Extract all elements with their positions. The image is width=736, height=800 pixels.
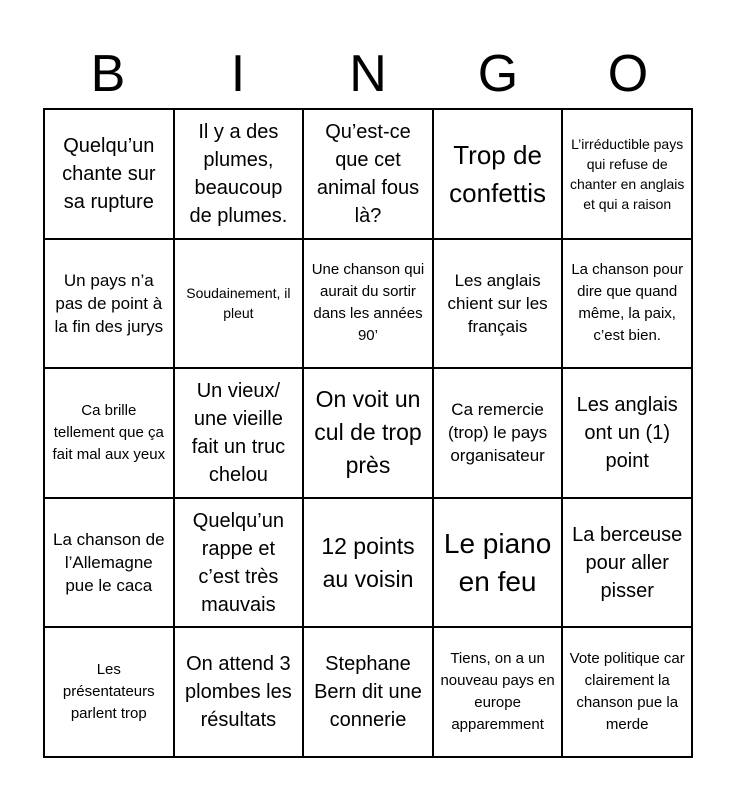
cell-text: Il y a des plumes, beaucoup de plumes. <box>189 120 288 227</box>
cell-text: Les anglais chient sur les français <box>447 270 548 336</box>
cell-text: Une chanson qui aurait du sortir dans les années 90’ <box>311 261 425 345</box>
cell-text: Tiens, on a un nouveau pays en europe apparemment <box>440 650 555 734</box>
bingo-cell[interactable] <box>303 498 433 628</box>
bingo-cell[interactable] <box>303 239 433 369</box>
cell-text: Quelqu’un rappe et c’est très mauvais <box>192 509 284 616</box>
cell-text: On attend 3 plombes les résultats <box>185 653 292 732</box>
cell-text: Les anglais ont un (1) point <box>576 393 678 472</box>
cell-text: L’irréductible pays qui refuse de chanter en anglais et qui a raison <box>569 135 685 212</box>
header-letter-o: O <box>607 45 649 103</box>
bingo-header <box>43 40 693 108</box>
bingo-cell[interactable] <box>562 239 692 369</box>
bingo-cell[interactable] <box>562 109 692 239</box>
cell-text: Un pays n’a pas de point à la fin des jurys <box>54 270 164 336</box>
bingo-cell[interactable] <box>174 239 304 369</box>
cell-text: La chanson de l’Allemagne pue le caca <box>53 530 165 596</box>
bingo-cell[interactable] <box>44 239 174 369</box>
bingo-cell[interactable] <box>433 498 563 628</box>
cell-text: On voit un cul de trop près <box>314 386 422 479</box>
cell-text: Vote politique car clairement la chanson pue la merde <box>569 650 685 734</box>
header-letter-n: N <box>349 45 387 103</box>
bingo-cell[interactable] <box>174 498 304 628</box>
bingo-cell[interactable] <box>303 109 433 239</box>
bingo-cell[interactable] <box>303 368 433 498</box>
cell-text: Les présentateurs parlent trop <box>62 661 155 723</box>
bingo-cell[interactable] <box>562 368 692 498</box>
header-letter-i: I <box>230 45 246 103</box>
cell-text: Ca brille tellement que ça fait mal aux yeux <box>52 401 166 463</box>
cell-text: La berceuse pour aller pisser <box>572 523 683 602</box>
bingo-cell[interactable] <box>433 109 563 239</box>
header-letter-b: B <box>90 45 126 103</box>
cell-text: Soudainement, il pleut <box>186 285 291 322</box>
cell-text: Trop de confettis <box>449 139 546 208</box>
cell-text: Le piano en feu <box>443 527 552 597</box>
bingo-cell[interactable] <box>562 627 692 757</box>
cell-text: La chanson pour dire que quand même, la paix, c’est bien. <box>571 261 684 345</box>
cell-text: Qu’est-ce que cet animal fous là? <box>316 120 420 227</box>
bingo-cell[interactable] <box>44 368 174 498</box>
bingo-cell[interactable] <box>303 627 433 757</box>
bingo-cell[interactable] <box>562 498 692 628</box>
cell-text: Un vieux/ une vieille fait un truc chelou <box>191 379 286 486</box>
bingo-cell[interactable] <box>44 498 174 628</box>
cell-text: Quelqu’un chante sur sa rupture <box>62 134 156 213</box>
bingo-cell[interactable] <box>174 627 304 757</box>
bingo-cell[interactable] <box>433 627 563 757</box>
bingo-cell[interactable] <box>174 368 304 498</box>
cell-text: 12 points au voisin <box>321 532 415 592</box>
bingo-cell[interactable] <box>174 109 304 239</box>
header-letter-g: G <box>477 45 519 103</box>
bingo-cell[interactable] <box>433 239 563 369</box>
cell-text: Stephane Bern dit une connerie <box>314 653 422 732</box>
bingo-grid <box>43 108 693 758</box>
cell-text: Ca remercie (trop) le pays organisateur <box>447 400 548 466</box>
bingo-cell[interactable] <box>433 368 563 498</box>
bingo-cell[interactable] <box>44 627 174 757</box>
bingo-cell[interactable] <box>44 109 174 239</box>
